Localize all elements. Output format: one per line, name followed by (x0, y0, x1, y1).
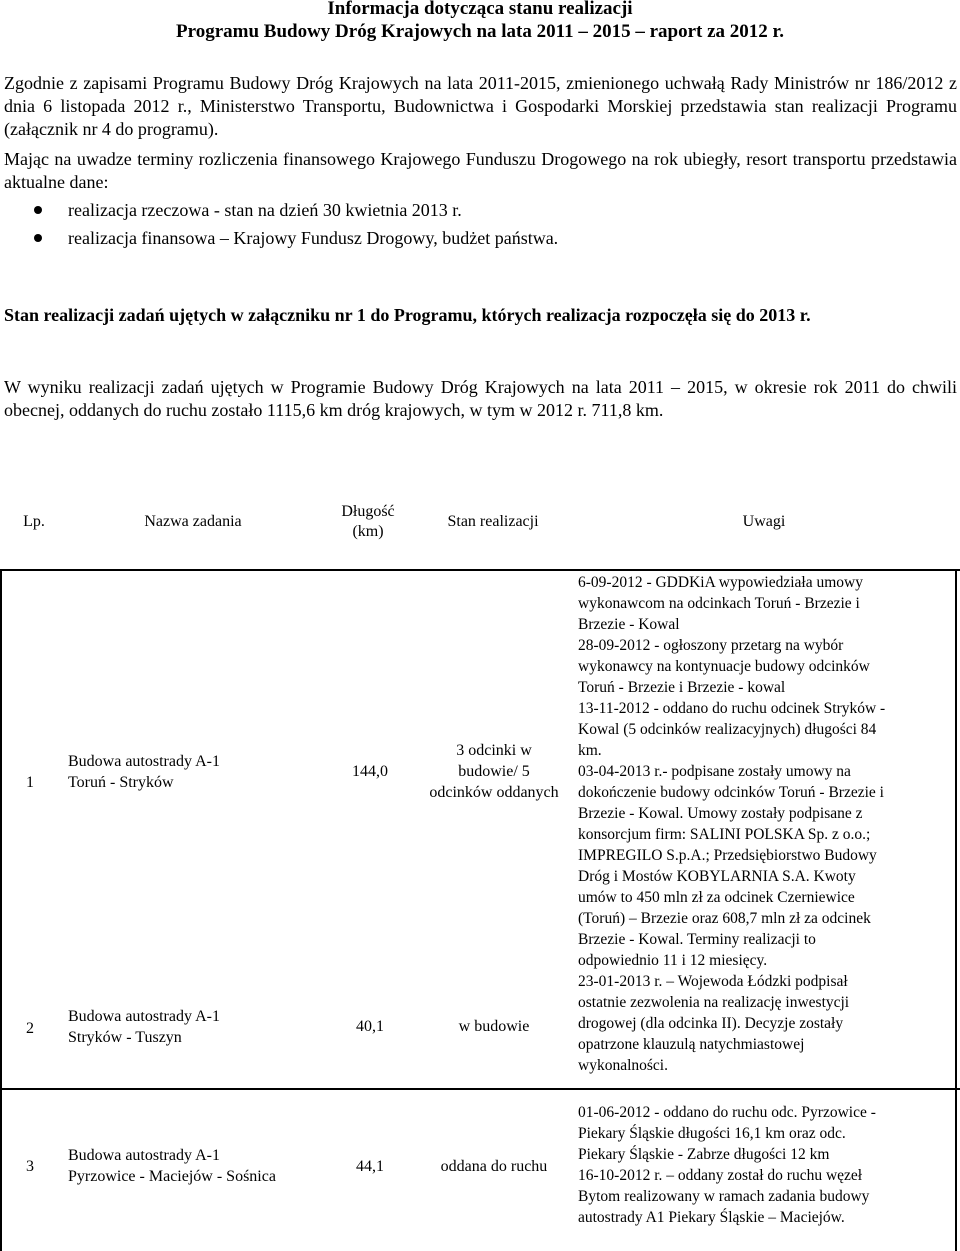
intro-paragraph-1: Zgodnie z zapisami Programu Budowy Dróg Krajowych na lata 2011-2015, zmienionego uchwałą Rady Ministrów nr 186/2012 z dnia 6 listopada 2012 r., Ministerstwo Transportu, Budownictwa i Gospodarki Morskiej przedstawia stan realizacji Programu (załącznik nr 4 do programu). (4, 73, 957, 139)
bullet-text: realizacja finansowa – Krajowy Fundusz Drogowy, budżet państwa. (68, 228, 559, 248)
row-lp: 2 (26, 1020, 34, 1037)
row-name: Budowa autostrady A-1 Pyrzowice - Maciejów - Sośnica (68, 1147, 276, 1185)
row-length: 44,1 (356, 1158, 384, 1175)
row-name: Budowa autostrady A-1 Stryków - Tuszyn (68, 1008, 220, 1046)
bullet-icon (34, 206, 42, 214)
table-rule (0, 569, 960, 571)
bullet-icon (34, 234, 42, 242)
intro-bullet-list (0, 196, 950, 252)
row-notes: 01-06-2012 - oddano do ruchu odc. Pyrzowice - Piekary Śląskie długości 16,1 km oraz odc. Piekary Śląskie - Zabrze długości 12 km 16-10-2012 r. – oddany został do ruchu węzeł Bytom realizowany w ramach zadania budowy autostrady A1 Piekary Śląskie – Maciejów. (578, 1104, 876, 1226)
row-status: 3 odcinki w budowie/ 5 odcinków oddanych (429, 742, 559, 801)
column-header-lp: Lp. (23, 513, 45, 530)
column-header-length (318, 502, 418, 542)
list-item (0, 224, 950, 252)
row-notes: 6-09-2012 - GDDKiA wypowiedziała umowy wykonawcom na odcinkach Toruń - Brzezie i Brzezie - Kowal 28-09-2012 - ogłoszony przetarg na wybór wykonawcy na kontynuacje budowy odcinków Toruń - Brzezie i Brzezie - kowal 13-11-2012 - oddano do ruchu odcinek Stryków - Kowal (5 odcinków realizacyjnych) długości 84 km. 03-04-2013 r.- podpisane zostały umowy na dokończenie budowy odcinków Toruń - Brzezie i Brzezie - Kowal. Umowy zostały podpisane z konsorcjum firm: SALINI POLSKA Sp. z o.o.; IMPREGILO S.p.A.; Przedsiębiorstwo Budowy Dróg i Mostów KOBYLARNIA S.A. Kwoty umów to 450 mln zł za odcinek Czerniewice (Toruń) – Brzezie oraz 608,7 mln zł za odcinek Brzezie - Kowal. Terminy realizacji to odpowiednio 11 i 12 miesięcy. 23-01-2013 r. – Wojewoda Łódzki podpisał ostatnie zezwolenia na realizację inwestycji drogowej (dla odcinka II). Decyzje zostały opatrzone klauzulą natychmiastowej wykonalności. (578, 574, 886, 1074)
row-lp: 1 (26, 774, 34, 791)
document-title-line2: Programu Budowy Dróg Krajowych na lata 2011 – 2015 – raport za 2012 r. (176, 21, 784, 42)
section-paragraph: W wyniku realizacji zadań ujętych w Programie Budowy Dróg Krajowych na lata 2011 – 2015, w okresie rok 2011 do chwili obecnej, oddanych do ruchu zostało 1115,6 km dróg krajowych, w tym w 2012 r. 711,8 km. (4, 377, 957, 420)
section-heading: Stan realizacji zadań ujętych w załączniku nr 1 do Programu, których realizacja rozpoczęła się do 2013 r. (4, 305, 811, 325)
table-rule (0, 570, 2, 1251)
list-item (0, 196, 950, 224)
row-lp: 3 (26, 1158, 34, 1175)
document-title-line1: Informacja dotycząca stanu realizacji (327, 0, 633, 19)
column-header-length-line1: Długość (341, 503, 395, 520)
bullet-text: realizacja rzeczowa - stan na dzień 30 kwietnia 2013 r. (68, 200, 462, 220)
row-status: oddana do ruchu (440, 1158, 548, 1175)
column-header-notes: Uwagi (742, 513, 786, 530)
row-status: w budowie (458, 1018, 530, 1035)
row-length: 144,0 (352, 763, 388, 780)
row-name: Budowa autostrady A-1 Toruń - Stryków (68, 753, 220, 791)
column-header-length-line2: (km) (352, 523, 384, 540)
table-rule (0, 1088, 960, 1090)
column-header-name: Nazwa zadania (144, 513, 242, 530)
intro-paragraph-2: Mając na uwadze terminy rozliczenia finansowego Krajowego Funduszu Drogowego na rok ubiegły, resort transportu przedstawia aktualne dane: (4, 149, 957, 192)
row-length: 40,1 (356, 1018, 384, 1035)
column-header-status: Stan realizacji (447, 513, 539, 530)
